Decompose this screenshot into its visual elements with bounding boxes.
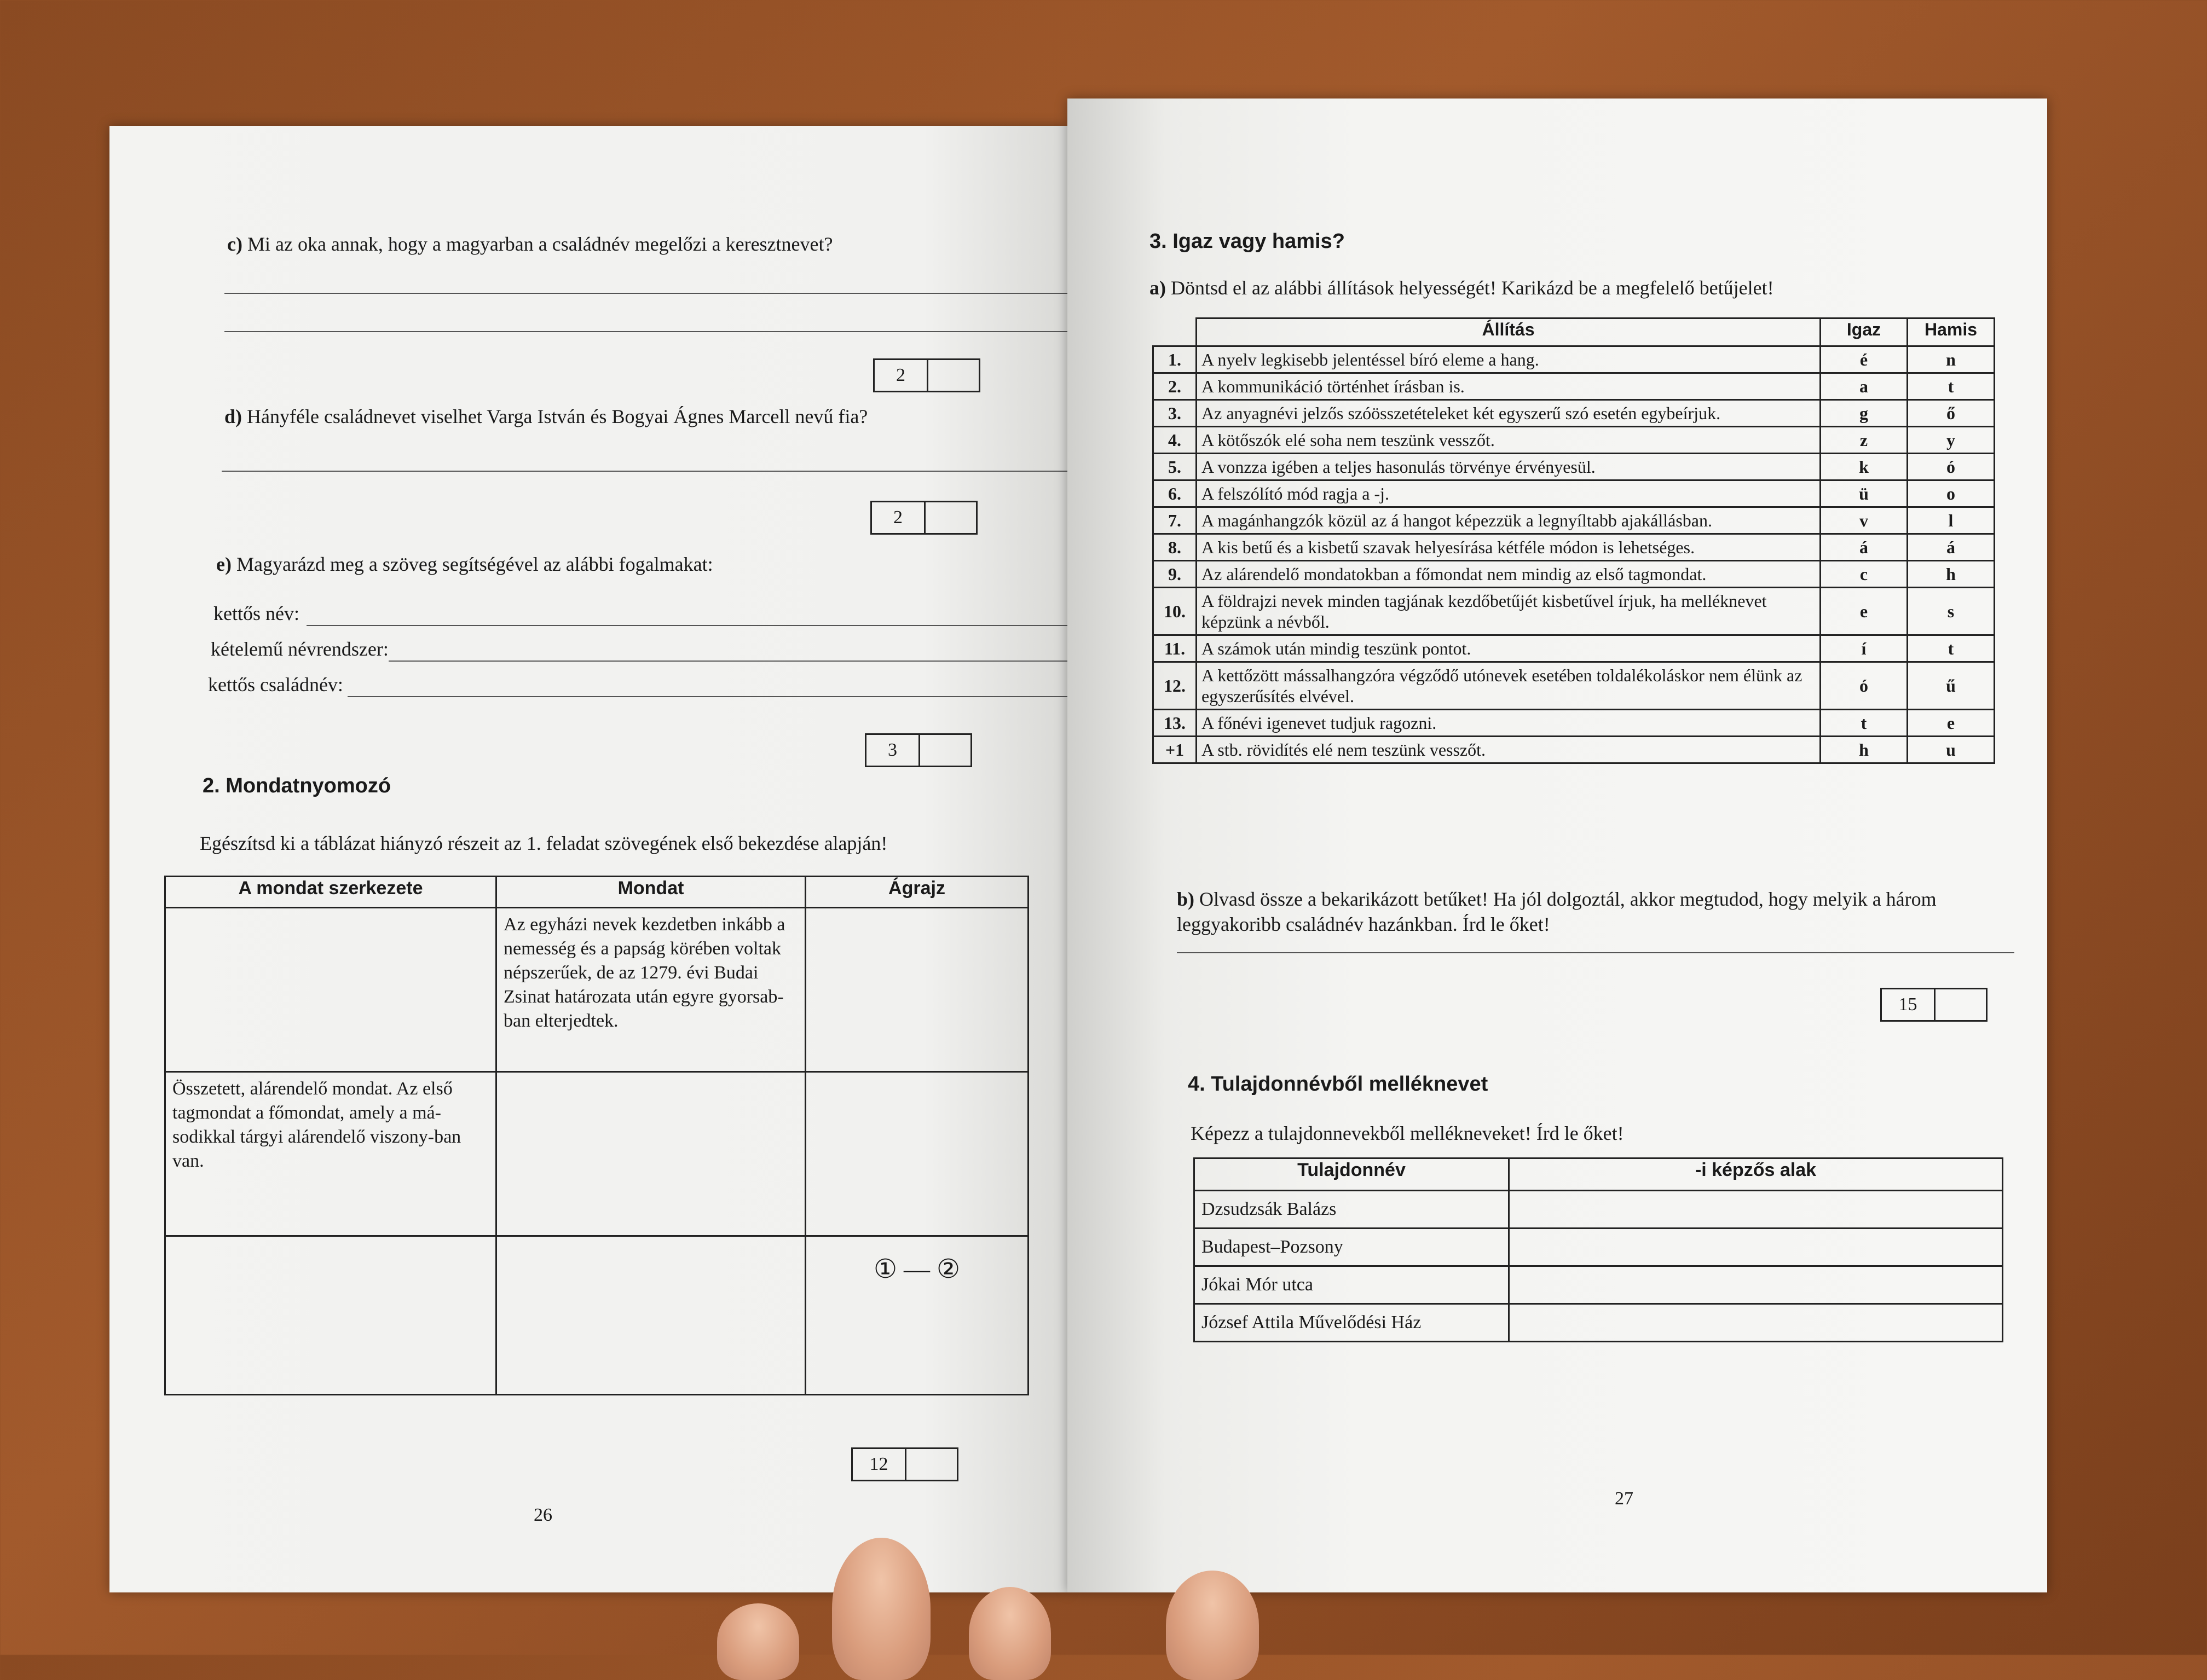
adjective-answer-cell[interactable] [1509,1266,2003,1304]
statement-number: 12. [1153,662,1197,710]
statement-text: A földrajzi nevek minden tagjának kezdőbetűjét kisbetűvel írjuk, ha melléknevet képzünk a névből. [1197,588,1821,635]
finger [969,1587,1051,1680]
score-box-e: 3 [865,733,972,767]
term-ketelemu-nevrendszer: kételemű névrendszer: [211,638,389,660]
statement-number: 11. [1153,635,1197,662]
term-answer-line[interactable] [389,661,1084,662]
answer-line[interactable] [1177,952,2014,953]
statement-text: A kommunikáció történhet írásban is. [1197,373,1821,400]
statement-row [1153,346,1995,373]
hamis-letter[interactable]: t [1908,635,1995,662]
statement-text: A magánhangzók közül az á hangot képezzük a legnyíltabb ajakállásban. [1197,507,1821,534]
section-3a-instruction: a) Döntsd el az alábbi állítások helyességét! Karikázd be a megfelelő betűjelet! [1149,277,1774,299]
sentence-structure-table [164,876,1029,1395]
score-entry[interactable] [926,502,976,533]
empty-corner [1153,318,1197,346]
statement-text: A felszólító mód ragja a -j. [1197,480,1821,507]
right-page [1067,99,2047,1592]
statement-text: A stb. rövidítés elé nem teszünk vesszőt. [1197,737,1821,763]
col-header-tulajdonnev: Tulajdonnév [1194,1158,1509,1191]
score-entry[interactable] [1936,989,1986,1020]
statement-number: 3. [1153,400,1197,427]
proper-noun: Budapest–Pozsony [1194,1229,1509,1266]
hamis-letter[interactable]: h [1908,561,1995,588]
igaz-letter[interactable]: e [1821,588,1908,635]
score-box-section-3: 15 [1880,988,1988,1022]
hamis-letter[interactable]: o [1908,480,1995,507]
section-2-title: 2. Mondatnyomozó [203,774,391,797]
statement-number: 4. [1153,427,1197,454]
igaz-letter[interactable]: í [1821,635,1908,662]
section-4-instruction: Képezz a tulajdonnevekből mellékneveket! Írd le őket! [1191,1122,1624,1144]
page-number-right: 27 [1615,1488,1633,1509]
term-kettos-csaladnev: kettős családnév: [208,674,343,696]
cell-mondat-1: Az egyházi nevek kezdetben inkább a nemesség és a papság körében voltak népszerűek, de az 1279. évi Budai Zsinat határozata után egyre gyorsab-ban elterjedtek. [496,908,806,1072]
question-c: c) Mi az oka annak, hogy a magyarban a családnév megelőzi a keresztnevet? [227,233,833,255]
col-header-igaz: Igaz [1821,318,1908,346]
statement-number: 7. [1153,507,1197,534]
statement-row [1153,427,1995,454]
statement-text: A számok után mindig teszünk pontot. [1197,635,1821,662]
hamis-letter[interactable]: t [1908,373,1995,400]
statement-number: 10. [1153,588,1197,635]
proper-noun: Dzsudzsák Balázs [1194,1191,1509,1229]
page-number-left: 26 [534,1505,552,1525]
igaz-letter[interactable]: g [1821,400,1908,427]
statement-row [1153,737,1995,763]
statement-text: A vonzza igében a teljes hasonulás törvénye érvényesül. [1197,454,1821,480]
col-header-agrajz: Ágrajz [806,877,1029,908]
answer-line[interactable] [222,471,1089,472]
statement-text: Az alárendelő mondatokban a főmondat nem mindig az első tagmondat. [1197,561,1821,588]
cell-szerkezet-1[interactable] [165,908,496,1072]
score-box-d: 2 [870,501,978,535]
hamis-letter[interactable]: l [1908,507,1995,534]
hamis-letter[interactable]: ű [1908,662,1995,710]
left-page [109,126,1067,1592]
branch-diagram: ① — ② [873,1255,961,1284]
cell-szerkezet-3[interactable] [165,1236,496,1395]
term-answer-line[interactable] [348,696,1084,697]
igaz-letter[interactable]: z [1821,427,1908,454]
statement-row [1153,561,1995,588]
hamis-letter[interactable]: y [1908,427,1995,454]
statement-number: 2. [1153,373,1197,400]
statement-text: A kettőzött mássalhangzóra végződő utónevek esetében toldalékoláskor nem élünk az egyszerűsítés elvével. [1197,662,1821,710]
statement-number: 1. [1153,346,1197,373]
cell-agrajz-3 [806,1236,1029,1395]
score-box-c: 2 [873,358,980,392]
proper-noun: József Attila Művelődési Ház [1194,1304,1509,1342]
hamis-letter[interactable]: ó [1908,454,1995,480]
igaz-letter[interactable]: c [1821,561,1908,588]
hamis-letter[interactable]: s [1908,588,1995,635]
igaz-letter[interactable]: ü [1821,480,1908,507]
igaz-letter[interactable]: á [1821,534,1908,561]
finger [832,1538,931,1680]
score-box-section-2: 12 [851,1447,958,1481]
statement-number: +1 [1153,737,1197,763]
adjective-answer-cell[interactable] [1509,1229,2003,1266]
proper-noun: Jókai Mór utca [1194,1266,1509,1304]
section-3-title: 3. Igaz vagy hamis? [1149,230,1345,253]
hamis-letter[interactable]: n [1908,346,1995,373]
score-entry[interactable] [928,360,979,391]
hamis-letter[interactable]: á [1908,534,1995,561]
statement-text: A kis betű és a kisbetű szavak helyesírása kétféle módon is lehetséges. [1197,534,1821,561]
igaz-letter[interactable]: k [1821,454,1908,480]
term-kettos-nev: kettős név: [213,603,299,624]
cell-mondat-2[interactable] [496,1072,806,1236]
igaz-letter[interactable]: é [1821,346,1908,373]
adjective-answer-cell[interactable] [1509,1191,2003,1229]
adjective-answer-cell[interactable] [1509,1304,2003,1342]
col-header-mondat: Mondat [496,877,806,908]
statement-number: 6. [1153,480,1197,507]
finger [717,1603,799,1680]
hamis-letter[interactable]: ő [1908,400,1995,427]
finger [1166,1571,1259,1680]
statement-row [1153,454,1995,480]
section-3b-instruction: b) Olvasd össze a bekarikázott betűket! Ha jól dolgoztál, akkor megtudod, hogy melyik a három leggyakoribb családnév hazánkban. Írd le őket! [1177,888,1937,935]
cell-szerkezet-2: Összetett, alárendelő mondat. Az első tagmondat a főmondat, amely a má-sodikkal tárgyi alárendelő viszony-ban van. [165,1072,496,1236]
igaz-letter[interactable]: h [1821,737,1908,763]
term-answer-line[interactable] [307,625,1084,626]
statement-number: 8. [1153,534,1197,561]
col-header-szerkezet: A mondat szerkezete [165,877,496,908]
statement-row [1153,710,1995,737]
question-e: e) Magyarázd meg a szöveg segítségével az alábbi fogalmakat: [216,553,713,575]
statement-row [1153,662,1995,710]
igaz-letter[interactable]: t [1821,710,1908,737]
col-header-allitas: Állítás [1197,318,1821,346]
hamis-letter[interactable]: u [1908,737,1995,763]
question-d: d) Hányféle családnevet viselhet Varga István és Bogyai Ágnes Marcell nevű fia? [224,405,868,427]
statement-number: 13. [1153,710,1197,737]
col-header-i-kepzos: -i képzős alak [1509,1158,2003,1191]
score-entry[interactable] [920,735,970,766]
igaz-letter[interactable]: v [1821,507,1908,534]
statement-row [1153,373,1995,400]
cell-agrajz-1[interactable] [806,908,1029,1072]
statement-row [1153,480,1995,507]
adjective-table [1193,1157,2003,1342]
section-4-title: 4. Tulajdonnévből melléknevet [1188,1073,1488,1096]
statement-text: A nyelv legkisebb jelentéssel bíró eleme a hang. [1197,346,1821,373]
true-false-table [1152,317,1995,764]
cell-agrajz-2[interactable] [806,1072,1029,1236]
statement-number: 9. [1153,561,1197,588]
statement-row [1153,635,1995,662]
statement-text: A kötőszók elé soha nem teszünk vesszőt. [1197,427,1821,454]
statement-row [1153,534,1995,561]
score-entry[interactable] [906,1449,957,1480]
cell-mondat-3[interactable] [496,1236,806,1395]
statement-number: 5. [1153,454,1197,480]
col-header-hamis: Hamis [1908,318,1995,346]
igaz-letter[interactable]: ó [1821,662,1908,710]
statement-row [1153,400,1995,427]
hamis-letter[interactable]: e [1908,710,1995,737]
answer-line[interactable] [224,293,1089,294]
statement-row [1153,507,1995,534]
igaz-letter[interactable]: a [1821,373,1908,400]
statement-text: Az anyagnévi jelzős szóösszetételeket két egyszerű szó esetén egybeírjuk. [1197,400,1821,427]
section-2-instruction: Egészítsd ki a táblázat hiányzó részeit az 1. feladat szövegének első bekezdése alapján! [200,832,888,854]
statement-text: A főnévi igenevet tudjuk ragozni. [1197,710,1821,737]
answer-line[interactable] [224,331,1089,332]
statement-row [1153,588,1995,635]
